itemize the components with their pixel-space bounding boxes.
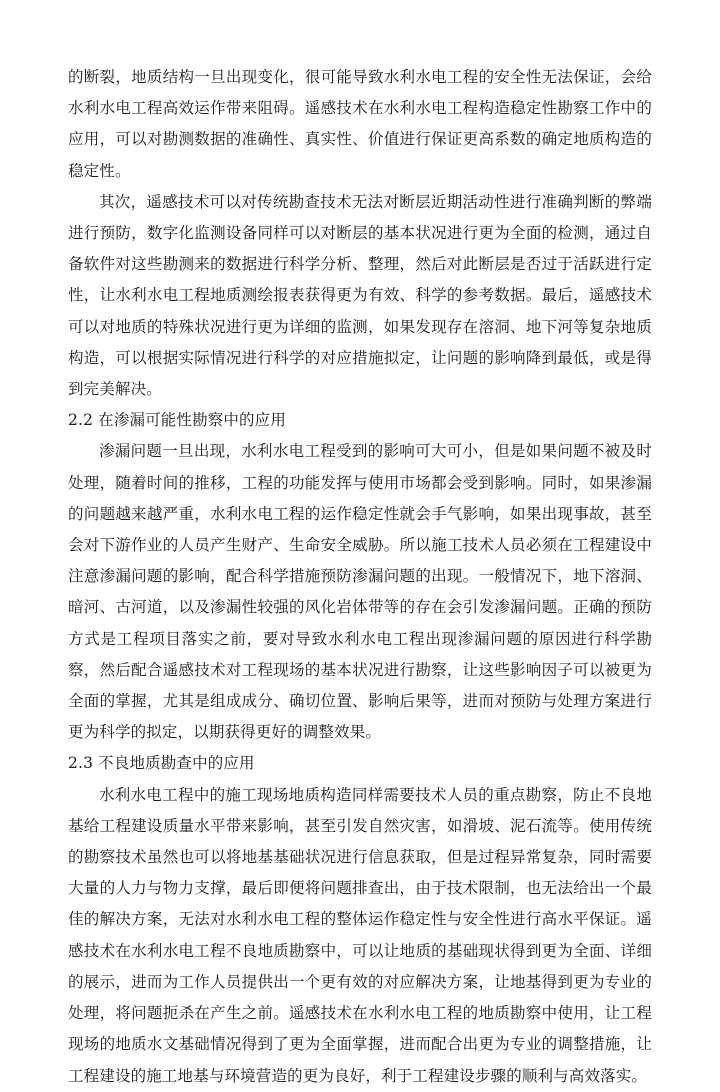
document-page xyxy=(68,62,652,1092)
paragraph-seepage: 渗漏问题一旦出现，水利水电工程受到的影响可大可小，但是如果问题不被及时处理，随着时间的推移，工程的功能发挥与使用市场都会受到影响。同时，如果渗漏的问题越来越严重，水利水电工程的运作稳定性就会手气影响，如果出现事故，甚至会对下游作业的人员产生财产、生命安全威胁。所以施工技术人员必须在工程建设中注意渗漏问题的影响，配合科学措施预防渗漏问题的出现。一般情况下，地下溶洞、暗河、古河道，以及渗漏性较强的风化岩体带等的存在会引发渗漏问题。正确的预防方式是工程项目落实之前，要对导致水利水电工程出现渗漏问题的原因进行科学勘察，然后配合遥感技术对工程现场的基本状况进行勘察，让这些影响因子可以被更为全面的掌握，尤其是组成成分、确切位置、影响后果等，进而对预防与处理方案进行更为科学的拟定，以期获得更好的调整效果。 xyxy=(68,442,652,742)
section-heading-2-3: 2.3 不良地质勘查中的应用 xyxy=(68,754,255,773)
paragraph-adverse-geology: 水利水电工程中的施工现场地质构造同样需要技术人员的重点勘察，防止不良地基给工程建设质量水平带来影响，甚至引发自然灾害，如滑坡、泥石流等。使用传统的勘察技术虽然也可以将地基基础状况进行信息获取，但是过程异常复杂，同时需要大量的人力与物力支撑，最后即便将问题排查出，由于技术限制，也无法给出一个最佳的解决方案，无法对水利水电工程的整体运作稳定性与安全性进行高水平保证。遥感技术在水利水电工程不良地质勘察中，可以让地质的基础现状得到更为全面、详细的展示，进而为工作人员提供出一个更有效的对应解决方案，让地基得到更为专业的处理，将问题扼杀在产生之前。遥感技术在水利水电工程的地质勘察中使用，让工程现场的地质水文基础情况得到了更为全面掌握，进而配合出更为专业的调整措施，让工程建设的施工地基与环境营造的更为良好，利于工程建设步骤的顺利与高效落实。 xyxy=(68,785,652,1085)
paragraph-fault-activity: 其次，遥感技术可以对传统勘查技术无法对断层近期活动性进行准确判断的弊端进行预防，数字化监测设备同样可以对断层的基本状况进行更为全面的检测，通过自备软件对这些勘测来的数据进行科学分析、整理，然后对此断层是否过于活跃进行定性，让水利水电工程地质测绘报表获得更为有效、科学的参考数据。最后，遥感技术可以对地质的特殊状况进行更为详细的监测，如果发现存在溶洞、地下河等复杂地质构造，可以根据实际情况进行科学的对应措施拟定，让问题的影响降到最低，或是得到完美解决。 xyxy=(68,192,652,399)
paragraph-fault-stability: 的断裂，地质结构一旦出现变化，很可能导致水利水电工程的安全性无法保证，会给水利水电工程高效运作带来阻碍。遥感技术在水利水电工程构造稳定性勘察工作中的应用，可以对勘测数据的准确性、真实性、价值进行保证更高系数的确定地质构造的稳定性。 xyxy=(68,68,652,180)
section-heading-2-2: 2.2 在渗漏可能性勘察中的应用 xyxy=(68,411,286,430)
